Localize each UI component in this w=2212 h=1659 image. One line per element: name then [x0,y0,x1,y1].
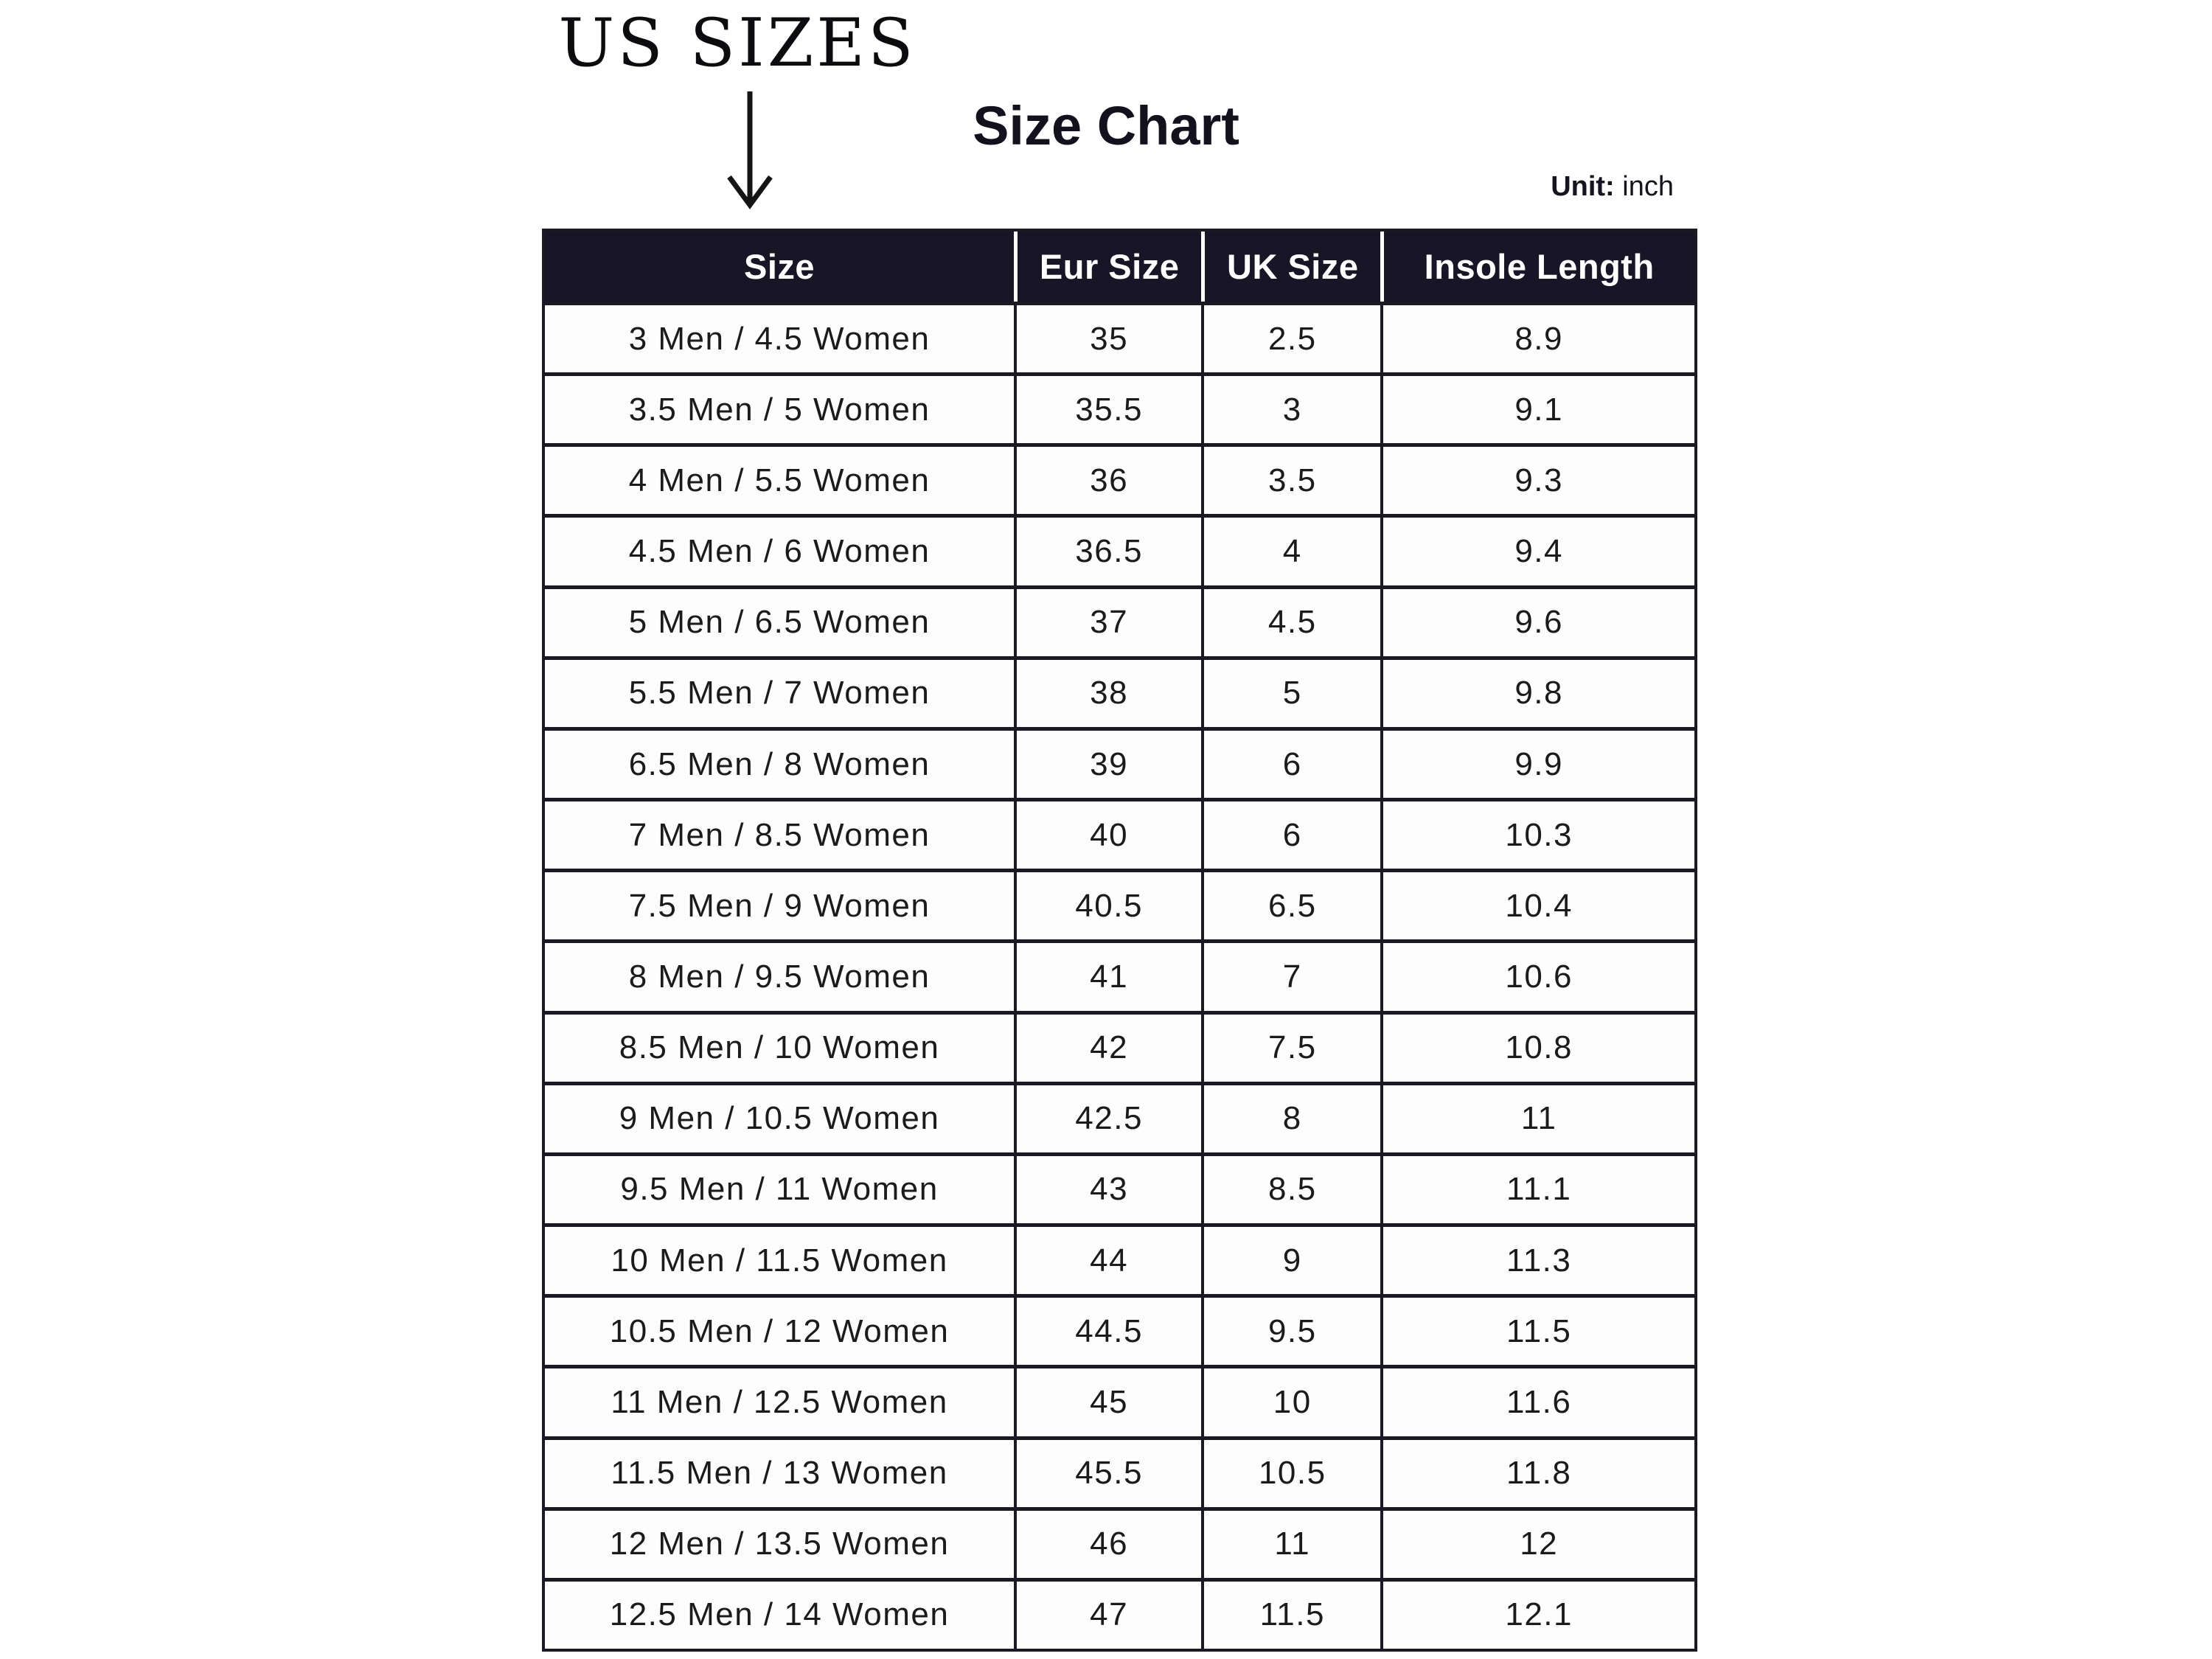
table-cell: 43 [1014,1156,1201,1223]
table-cell: 7.5 Men / 9 Women [628,887,931,924]
table-row [545,1365,1694,1436]
table-cell: 3.5 [1201,447,1380,514]
table-cell: 6.5 Men / 8 Women [628,745,931,782]
table-cell: 3.5 Men / 5 Women [628,391,931,428]
table-cell: 11 [1380,1085,1694,1152]
table-cell: 5.5 Men / 7 Women [628,675,931,712]
unit-value: inch [1622,171,1674,202]
size-chart-table [542,229,1697,1652]
table-cell: 6.5 [1201,872,1380,939]
table-cell: 4 [1201,518,1380,585]
table-row [545,514,1694,585]
table-cell: 10.3 [1380,801,1694,869]
table-cell: 7 [1201,943,1380,1010]
column-header-eur-size: Eur Size [1014,232,1201,302]
table-row [545,798,1694,869]
table-cell: 11.8 [1380,1440,1694,1507]
table-cell: 9.5 Men / 11 Women [620,1171,939,1208]
table-cell: 11.5 Men / 13 Women [611,1455,948,1492]
table-cell: 37 [1014,589,1201,656]
table-cell: 10.5 [1201,1440,1380,1507]
table-cell: 2.5 [1201,305,1380,372]
table-cell: 10.6 [1380,943,1694,1010]
table-row [545,1507,1694,1578]
table-cell: 8.5 Men / 10 Women [619,1029,940,1066]
table-row [545,727,1694,798]
table-cell: 7.5 [1201,1015,1380,1082]
table-cell: 4.5 [1201,589,1380,656]
table-cell: 12.5 Men / 14 Women [609,1596,950,1633]
table-cell: 35 [1014,305,1201,372]
table-header-row [545,232,1694,302]
unit-line [1305,171,1674,203]
table-cell: 44 [1014,1227,1201,1294]
table-cell: 39 [1014,731,1201,798]
table-cell: 46 [1014,1511,1201,1578]
table-row [545,1436,1694,1507]
table-cell: 12 Men / 13.5 Women [609,1526,950,1562]
table-cell: 8.5 [1201,1156,1380,1223]
table-cell: 9.6 [1380,589,1694,656]
table-row [545,1082,1694,1152]
table-cell: 9.9 [1380,731,1694,798]
table-cell: 40.5 [1014,872,1201,939]
table-cell: 11.5 [1201,1582,1380,1649]
table-cell: 36 [1014,447,1201,514]
table-row [545,372,1694,443]
table-row [545,656,1694,727]
us-sizes-annotation: US SIZES [558,4,917,82]
table-cell: 42 [1014,1015,1201,1082]
table-row [545,1578,1694,1649]
table-cell: 42.5 [1014,1085,1201,1152]
table-cell: 38 [1014,660,1201,727]
table-row [545,1152,1694,1223]
table-cell: 41 [1014,943,1201,1010]
table-cell: 47 [1014,1582,1201,1649]
table-cell: 9 Men / 10.5 Women [619,1100,940,1137]
table-cell: 3 Men / 4.5 Women [628,320,931,357]
table-cell: 6 [1201,731,1380,798]
table-cell: 12 [1380,1511,1694,1578]
table-row [545,1294,1694,1365]
table-cell: 8.9 [1380,305,1694,372]
table-cell: 11.6 [1380,1368,1694,1436]
table-cell: 5 [1201,660,1380,727]
table-cell: 10.5 Men / 12 Women [609,1312,950,1349]
table-cell: 6 [1201,801,1380,869]
table-row [545,585,1694,656]
table-cell: 7 Men / 8.5 Women [628,816,931,853]
table-cell: 10.4 [1380,872,1694,939]
table-cell: 12.1 [1380,1582,1694,1649]
down-arrow-icon [723,87,777,217]
table-row [545,1011,1694,1082]
column-header-size: Size [744,247,815,286]
table-cell: 8 Men / 9.5 Women [628,958,931,995]
table-cell: 45.5 [1014,1440,1201,1507]
table-cell: 4 Men / 5.5 Women [628,462,931,498]
table-cell: 9.8 [1380,660,1694,727]
table-row [545,939,1694,1010]
table-cell: 11.5 [1380,1298,1694,1365]
table-row [545,443,1694,514]
unit-label: Unit: [1551,171,1615,202]
table-cell: 9 [1201,1227,1380,1294]
table-cell: 3 [1201,376,1380,443]
table-row [545,302,1694,372]
table-cell: 9.1 [1380,376,1694,443]
table-cell: 11.3 [1380,1227,1694,1294]
table-row [545,1223,1694,1294]
table-cell: 11 Men / 12.5 Women [611,1383,948,1420]
table-cell: 35.5 [1014,376,1201,443]
table-cell: 11 [1201,1511,1380,1578]
table-cell: 8 [1201,1085,1380,1152]
table-cell: 9.3 [1380,447,1694,514]
column-header-insole-length: Insole Length [1380,232,1694,302]
table-row [545,869,1694,939]
table-cell: 10.8 [1380,1015,1694,1082]
table-cell: 11.1 [1380,1156,1694,1223]
table-cell: 40 [1014,801,1201,869]
table-cell: 36.5 [1014,518,1201,585]
table-cell: 9.5 [1201,1298,1380,1365]
page-title: Size Chart [973,95,1239,156]
table-cell: 5 Men / 6.5 Women [628,604,931,641]
table-cell: 4.5 Men / 6 Women [628,533,931,570]
table-cell: 45 [1014,1368,1201,1436]
table-cell: 10 Men / 11.5 Women [611,1242,948,1279]
column-header-uk-size: UK Size [1201,232,1380,302]
table-cell: 9.4 [1380,518,1694,585]
table-cell: 10 [1201,1368,1380,1436]
table-body [545,302,1694,1649]
table-cell: 44.5 [1014,1298,1201,1365]
